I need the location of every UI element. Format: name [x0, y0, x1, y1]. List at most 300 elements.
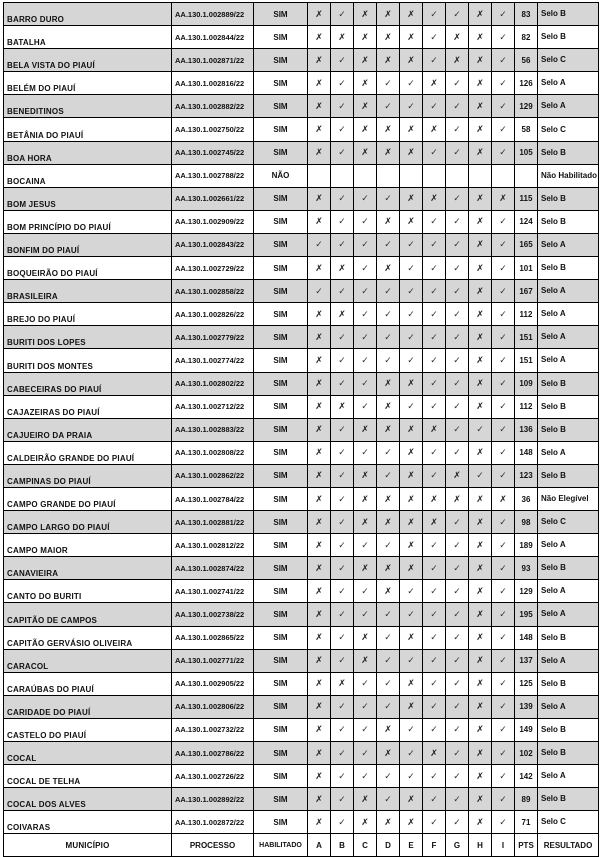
x-mark-icon: ✗: [400, 141, 423, 164]
check-mark-icon: ✓: [331, 557, 354, 580]
pts-cell: 56: [515, 49, 538, 72]
x-mark-icon: ✗: [400, 557, 423, 580]
table-row: [4, 95, 599, 118]
municipio-cell: CANTO DO BURITI: [4, 580, 172, 603]
municipio-cell: CAMPO MAIOR: [4, 534, 172, 557]
column-header-pts: PTS: [515, 834, 538, 857]
check-mark-icon: ✓: [446, 395, 469, 418]
municipio-cell: CAJAZEIRAS DO PIAUÍ: [4, 395, 172, 418]
x-mark-icon: ✗: [400, 187, 423, 210]
pts-cell: 115: [515, 187, 538, 210]
processo-cell: AA.130.1.002892/22: [172, 788, 254, 811]
x-mark-icon: ✗: [354, 626, 377, 649]
x-mark-icon: ✗: [377, 811, 400, 834]
municipio-cell: BOM JESUS: [4, 187, 172, 210]
check-mark-icon: ✓: [492, 511, 515, 534]
check-mark-icon: ✓: [377, 695, 400, 718]
check-mark-icon: ✓: [446, 280, 469, 303]
check-mark-icon: ✓: [423, 349, 446, 372]
habilitado-cell: SIM: [254, 742, 308, 765]
x-mark-icon: ✗: [469, 649, 492, 672]
x-mark-icon: ✗: [400, 788, 423, 811]
x-mark-icon: ✗: [308, 557, 331, 580]
x-mark-icon: ✗: [469, 672, 492, 695]
check-mark-icon: ✓: [423, 326, 446, 349]
check-mark-icon: ✓: [354, 672, 377, 695]
check-mark-icon: ✓: [331, 141, 354, 164]
x-mark-icon: ✗: [354, 511, 377, 534]
check-mark-icon: ✓: [446, 788, 469, 811]
x-mark-icon: ✗: [308, 788, 331, 811]
x-mark-icon: ✗: [400, 49, 423, 72]
resultado-cell: Selo A: [538, 95, 599, 118]
municipio-cell: BOA HORA: [4, 141, 172, 164]
table-row: [4, 26, 599, 49]
check-mark-icon: ✓: [423, 672, 446, 695]
x-mark-icon: ✗: [308, 534, 331, 557]
check-mark-icon: ✓: [446, 580, 469, 603]
municipio-cell: CARACOL: [4, 649, 172, 672]
resultado-cell: Selo C: [538, 118, 599, 141]
x-mark-icon: ✗: [469, 280, 492, 303]
habilitado-cell: SIM: [254, 395, 308, 418]
processo-cell: AA.130.1.002816/22: [172, 72, 254, 95]
check-mark-icon: ✓: [331, 464, 354, 487]
resultado-cell: Selo B: [538, 464, 599, 487]
x-mark-icon: ✗: [469, 487, 492, 510]
resultado-cell: Selo B: [538, 557, 599, 580]
x-mark-icon: ✗: [354, 487, 377, 510]
check-mark-icon: ✓: [331, 418, 354, 441]
table-row: [4, 464, 599, 487]
habilitado-cell: SIM: [254, 233, 308, 256]
pts-cell: 93: [515, 557, 538, 580]
x-mark-icon: ✗: [446, 49, 469, 72]
table-row: [4, 187, 599, 210]
check-mark-icon: ✓: [469, 418, 492, 441]
check-mark-icon: ✓: [446, 672, 469, 695]
x-mark-icon: ✗: [469, 303, 492, 326]
x-mark-icon: ✗: [308, 3, 331, 26]
resultado-cell: Selo A: [538, 649, 599, 672]
check-mark-icon: ✓: [354, 718, 377, 741]
check-mark-icon: ✓: [331, 603, 354, 626]
check-mark-icon: ✓: [400, 233, 423, 256]
x-mark-icon: ✗: [354, 49, 377, 72]
municipio-cell: CAPITÃO GERVÁSIO OLIVEIRA: [4, 626, 172, 649]
table-row: [4, 303, 599, 326]
habilitado-cell: SIM: [254, 72, 308, 95]
table-row: [4, 649, 599, 672]
table-row: [4, 441, 599, 464]
check-mark-icon: ✓: [492, 672, 515, 695]
check-mark-icon: ✓: [400, 280, 423, 303]
check-mark-icon: ✓: [446, 326, 469, 349]
check-mark-icon: ✓: [331, 511, 354, 534]
column-header-i: I: [492, 834, 515, 857]
column-header-processo: PROCESSO: [172, 834, 254, 857]
check-mark-icon: ✓: [492, 280, 515, 303]
resultado-cell: Selo A: [538, 441, 599, 464]
pts-cell: 129: [515, 95, 538, 118]
check-mark-icon: ✓: [331, 695, 354, 718]
check-mark-icon: ✓: [354, 233, 377, 256]
check-mark-icon: ✓: [446, 95, 469, 118]
x-mark-icon: ✗: [308, 695, 331, 718]
municipio-cell: CAMPO GRANDE DO PIAUÍ: [4, 487, 172, 510]
x-mark-icon: ✗: [469, 49, 492, 72]
check-mark-icon: ✓: [492, 118, 515, 141]
habilitado-cell: SIM: [254, 441, 308, 464]
municipio-cell: COCAL DE TELHA: [4, 765, 172, 788]
municipio-cell: CAPITÃO DE CAMPOS: [4, 603, 172, 626]
check-mark-icon: ✓: [308, 233, 331, 256]
habilitado-cell: SIM: [254, 511, 308, 534]
x-mark-icon: ✗: [446, 26, 469, 49]
pts-cell: 71: [515, 811, 538, 834]
check-mark-icon: ✓: [423, 233, 446, 256]
resultado-cell: Selo B: [538, 257, 599, 280]
x-mark-icon: ✗: [400, 26, 423, 49]
habilitado-cell: SIM: [254, 557, 308, 580]
check-mark-icon: ✓: [400, 742, 423, 765]
processo-cell: AA.130.1.002741/22: [172, 580, 254, 603]
processo-cell: AA.130.1.002738/22: [172, 603, 254, 626]
pts-cell: 139: [515, 695, 538, 718]
habilitado-cell: SIM: [254, 141, 308, 164]
table-row: [4, 765, 599, 788]
check-mark-icon: ✓: [331, 718, 354, 741]
table-row: [4, 349, 599, 372]
processo-cell: AA.130.1.002771/22: [172, 649, 254, 672]
x-mark-icon: ✗: [308, 26, 331, 49]
check-mark-icon: ✓: [377, 303, 400, 326]
pts-cell: 102: [515, 742, 538, 765]
column-header-g: G: [446, 834, 469, 857]
check-mark-icon: ✓: [492, 257, 515, 280]
check-mark-icon: ✓: [423, 557, 446, 580]
x-mark-icon: ✗: [308, 303, 331, 326]
processo-cell: AA.130.1.002732/22: [172, 718, 254, 741]
table-row: [4, 534, 599, 557]
x-mark-icon: ✗: [400, 487, 423, 510]
check-mark-icon: ✓: [354, 603, 377, 626]
criterion-f-cell: [423, 164, 446, 187]
check-mark-icon: ✓: [331, 349, 354, 372]
check-mark-icon: ✓: [446, 511, 469, 534]
x-mark-icon: ✗: [400, 626, 423, 649]
criterion-g-cell: [446, 164, 469, 187]
processo-cell: AA.130.1.002882/22: [172, 95, 254, 118]
x-mark-icon: ✗: [354, 557, 377, 580]
check-mark-icon: ✓: [469, 464, 492, 487]
check-mark-icon: ✓: [446, 441, 469, 464]
x-mark-icon: ✗: [308, 742, 331, 765]
processo-cell: AA.130.1.002858/22: [172, 280, 254, 303]
x-mark-icon: ✗: [377, 718, 400, 741]
resultado-cell: Selo B: [538, 26, 599, 49]
pts-cell: 137: [515, 649, 538, 672]
check-mark-icon: ✓: [400, 718, 423, 741]
municipio-cell: CABECEIRAS DO PIAUÍ: [4, 372, 172, 395]
x-mark-icon: ✗: [308, 49, 331, 72]
resultado-cell: Selo A: [538, 349, 599, 372]
check-mark-icon: ✓: [331, 811, 354, 834]
processo-cell: AA.130.1.002750/22: [172, 118, 254, 141]
municipio-cell: CARAÚBAS DO PIAUÍ: [4, 672, 172, 695]
table-row: [4, 788, 599, 811]
table-row: [4, 580, 599, 603]
check-mark-icon: ✓: [377, 603, 400, 626]
processo-cell: AA.130.1.002844/22: [172, 26, 254, 49]
x-mark-icon: ✗: [400, 372, 423, 395]
check-mark-icon: ✓: [331, 534, 354, 557]
check-mark-icon: ✓: [423, 718, 446, 741]
check-mark-icon: ✓: [492, 534, 515, 557]
processo-cell: AA.130.1.002889/22: [172, 3, 254, 26]
processo-cell: AA.130.1.002871/22: [172, 49, 254, 72]
x-mark-icon: ✗: [469, 742, 492, 765]
check-mark-icon: ✓: [446, 742, 469, 765]
pts-cell: 151: [515, 326, 538, 349]
x-mark-icon: ✗: [469, 788, 492, 811]
municipio-cell: BURITI DOS MONTES: [4, 349, 172, 372]
check-mark-icon: ✓: [354, 534, 377, 557]
x-mark-icon: ✗: [400, 811, 423, 834]
x-mark-icon: ✗: [469, 441, 492, 464]
resultado-cell: Não Habilitado: [538, 164, 599, 187]
municipio-cell: BENEDITINOS: [4, 95, 172, 118]
check-mark-icon: ✓: [423, 603, 446, 626]
check-mark-icon: ✓: [354, 257, 377, 280]
x-mark-icon: ✗: [446, 464, 469, 487]
x-mark-icon: ✗: [377, 557, 400, 580]
pts-cell: 148: [515, 626, 538, 649]
criterion-e-cell: [400, 164, 423, 187]
table-row: [4, 210, 599, 233]
check-mark-icon: ✓: [377, 95, 400, 118]
x-mark-icon: ✗: [469, 557, 492, 580]
table-row: [4, 72, 599, 95]
check-mark-icon: ✓: [354, 395, 377, 418]
table-row: [4, 811, 599, 834]
municipio-cell: CAJUEIRO DA PRAIA: [4, 418, 172, 441]
table-row: [4, 742, 599, 765]
check-mark-icon: ✓: [377, 672, 400, 695]
check-mark-icon: ✓: [400, 303, 423, 326]
processo-cell: AA.130.1.002729/22: [172, 257, 254, 280]
check-mark-icon: ✓: [492, 649, 515, 672]
resultado-cell: Selo A: [538, 534, 599, 557]
x-mark-icon: ✗: [400, 418, 423, 441]
municipio-cell: BURITI DOS LOPES: [4, 326, 172, 349]
x-mark-icon: ✗: [400, 441, 423, 464]
check-mark-icon: ✓: [331, 72, 354, 95]
check-mark-icon: ✓: [400, 649, 423, 672]
table-row: [4, 372, 599, 395]
column-header-municipio: MUNICÍPIO: [4, 834, 172, 857]
check-mark-icon: ✓: [446, 372, 469, 395]
processo-cell: AA.130.1.002802/22: [172, 372, 254, 395]
check-mark-icon: ✓: [331, 233, 354, 256]
criterion-h-cell: [469, 164, 492, 187]
municipio-cell: BELA VISTA DO PIAUÍ: [4, 49, 172, 72]
habilitado-cell: NÃO: [254, 164, 308, 187]
habilitado-cell: SIM: [254, 118, 308, 141]
x-mark-icon: ✗: [423, 72, 446, 95]
habilitado-cell: SIM: [254, 718, 308, 741]
municipio-cell: BOM PRINCÍPIO DO PIAUÍ: [4, 210, 172, 233]
check-mark-icon: ✓: [446, 811, 469, 834]
check-mark-icon: ✓: [446, 303, 469, 326]
habilitado-cell: SIM: [254, 303, 308, 326]
x-mark-icon: ✗: [308, 118, 331, 141]
column-header-e: E: [400, 834, 423, 857]
processo-cell: AA.130.1.002843/22: [172, 233, 254, 256]
x-mark-icon: ✗: [308, 95, 331, 118]
check-mark-icon: ✓: [377, 233, 400, 256]
x-mark-icon: ✗: [308, 580, 331, 603]
check-mark-icon: ✓: [331, 649, 354, 672]
table-row: [4, 511, 599, 534]
criterion-a-cell: [308, 164, 331, 187]
x-mark-icon: ✗: [308, 141, 331, 164]
check-mark-icon: ✓: [492, 626, 515, 649]
table-row: [4, 487, 599, 510]
municipio-cell: BOCAINA: [4, 164, 172, 187]
x-mark-icon: ✗: [469, 695, 492, 718]
check-mark-icon: ✓: [492, 372, 515, 395]
check-mark-icon: ✓: [331, 210, 354, 233]
resultado-cell: Selo A: [538, 72, 599, 95]
pts-cell: 129: [515, 580, 538, 603]
x-mark-icon: ✗: [400, 3, 423, 26]
check-mark-icon: ✓: [492, 326, 515, 349]
check-mark-icon: ✓: [331, 187, 354, 210]
x-mark-icon: ✗: [377, 487, 400, 510]
pts-cell: 167: [515, 280, 538, 303]
check-mark-icon: ✓: [423, 649, 446, 672]
x-mark-icon: ✗: [469, 349, 492, 372]
table-row: [4, 695, 599, 718]
x-mark-icon: ✗: [377, 26, 400, 49]
check-mark-icon: ✓: [354, 349, 377, 372]
processo-cell: AA.130.1.002881/22: [172, 511, 254, 534]
check-mark-icon: ✓: [446, 718, 469, 741]
x-mark-icon: ✗: [308, 765, 331, 788]
check-mark-icon: ✓: [331, 788, 354, 811]
resultado-cell: Selo C: [538, 811, 599, 834]
x-mark-icon: ✗: [469, 257, 492, 280]
x-mark-icon: ✗: [308, 257, 331, 280]
check-mark-icon: ✓: [354, 280, 377, 303]
check-mark-icon: ✓: [377, 187, 400, 210]
processo-cell: AA.130.1.002774/22: [172, 349, 254, 372]
x-mark-icon: ✗: [400, 511, 423, 534]
x-mark-icon: ✗: [308, 72, 331, 95]
resultado-cell: Selo A: [538, 233, 599, 256]
table-row: [4, 395, 599, 418]
check-mark-icon: ✓: [492, 464, 515, 487]
x-mark-icon: ✗: [469, 233, 492, 256]
check-mark-icon: ✓: [492, 141, 515, 164]
municipio-cell: COCAL DOS ALVES: [4, 788, 172, 811]
habilitado-cell: SIM: [254, 695, 308, 718]
x-mark-icon: ✗: [400, 118, 423, 141]
table-row: [4, 233, 599, 256]
x-mark-icon: ✗: [308, 649, 331, 672]
x-mark-icon: ✗: [354, 649, 377, 672]
processo-cell: AA.130.1.002788/22: [172, 164, 254, 187]
pts-cell: 125: [515, 672, 538, 695]
x-mark-icon: ✗: [354, 95, 377, 118]
resultado-cell: Selo B: [538, 395, 599, 418]
check-mark-icon: ✓: [492, 49, 515, 72]
resultado-cell: Selo B: [538, 210, 599, 233]
check-mark-icon: ✓: [492, 210, 515, 233]
processo-cell: AA.130.1.002712/22: [172, 395, 254, 418]
check-mark-icon: ✓: [492, 718, 515, 741]
x-mark-icon: ✗: [308, 718, 331, 741]
municipio-cell: CANAVIEIRA: [4, 557, 172, 580]
column-header-f: F: [423, 834, 446, 857]
x-mark-icon: ✗: [354, 26, 377, 49]
check-mark-icon: ✓: [423, 49, 446, 72]
x-mark-icon: ✗: [308, 349, 331, 372]
check-mark-icon: ✓: [377, 626, 400, 649]
x-mark-icon: ✗: [400, 210, 423, 233]
check-mark-icon: ✓: [446, 418, 469, 441]
pts-cell: 82: [515, 26, 538, 49]
pts-cell: 101: [515, 257, 538, 280]
pts-cell: 149: [515, 718, 538, 741]
table-row: [4, 280, 599, 303]
table-row: [4, 257, 599, 280]
check-mark-icon: ✓: [423, 695, 446, 718]
x-mark-icon: ✗: [354, 811, 377, 834]
x-mark-icon: ✗: [377, 3, 400, 26]
resultado-cell: Selo C: [538, 49, 599, 72]
municipio-cell: BONFIM DO PIAUÍ: [4, 233, 172, 256]
municipio-cell: CAMPO LARGO DO PIAUÍ: [4, 511, 172, 534]
municipio-cell: BREJO DO PIAUÍ: [4, 303, 172, 326]
resultado-cell: Selo A: [538, 326, 599, 349]
x-mark-icon: ✗: [377, 580, 400, 603]
municipio-cell: BATALHA: [4, 26, 172, 49]
pts-cell: 58: [515, 118, 538, 141]
table-row: [4, 49, 599, 72]
habilitado-cell: SIM: [254, 3, 308, 26]
check-mark-icon: ✓: [446, 557, 469, 580]
table-row: [4, 557, 599, 580]
check-mark-icon: ✓: [400, 326, 423, 349]
x-mark-icon: ✗: [354, 118, 377, 141]
check-mark-icon: ✓: [446, 118, 469, 141]
resultado-cell: Selo A: [538, 695, 599, 718]
municipio-cell: CASTELO DO PIAUÍ: [4, 718, 172, 741]
check-mark-icon: ✓: [446, 626, 469, 649]
check-mark-icon: ✓: [446, 210, 469, 233]
resultado-cell: Selo B: [538, 3, 599, 26]
check-mark-icon: ✓: [354, 187, 377, 210]
resultado-cell: Selo A: [538, 580, 599, 603]
x-mark-icon: ✗: [377, 118, 400, 141]
habilitado-cell: SIM: [254, 765, 308, 788]
table-header-row: [4, 834, 599, 857]
check-mark-icon: ✓: [423, 464, 446, 487]
check-mark-icon: ✓: [492, 349, 515, 372]
x-mark-icon: ✗: [377, 210, 400, 233]
